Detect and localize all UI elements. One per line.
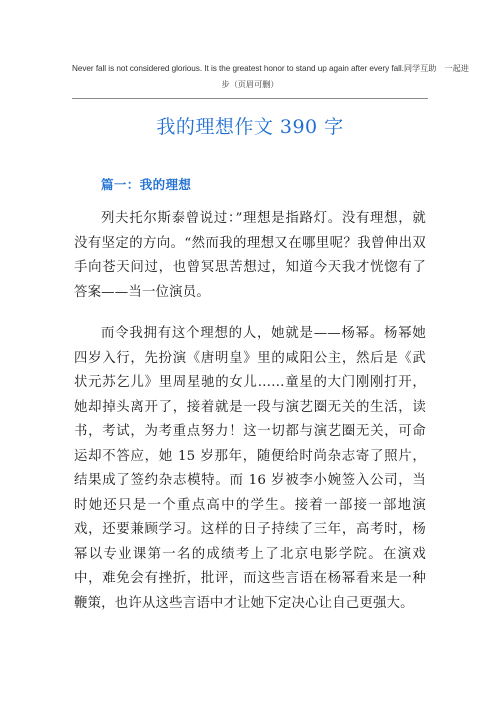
header-text-line-1: Never fall is not considered glorious. It is the greatest honor to stand up again after every fall.同学互助 一起进 (72, 64, 469, 73)
body-paragraph-1 (74, 207, 426, 305)
paragraph-text: 列夫托尔斯泰曾说过：”理想是指路灯。没有理想，就没有坚定的方向。“然而我的理想又在哪里呢？我曾伸出双手向苍天问过，也曾冥思苦想过，知道今天我才恍惚有了答案——当一位演员。 (74, 211, 426, 300)
section-heading: 篇一：我的理想 (101, 177, 192, 192)
page-header (72, 61, 469, 93)
paragraph-text: 而令我拥有这个理想的人，她就是——杨幂。杨幂她四岁入行，先扮演《唐明皇》里的咸阳公主，然后是《武状元苏乞儿》里周星驰的女儿……童星的大门刚刚打开，她却掉头离开了，接着就是一段与演艺圈无关的生活，读书，考试，为考重点努力！这一切都与演艺圈无关，可命运却不答应，她 15 岁那年，随便给时尚杂志寄了照片，结果成了签约杂志模特。而 16 岁被李小婉签入公司，当时她还只是一个重点高中的学生。接着一部接一部地演戏，还要兼顾学习。这样的日子持续了三年，高考时，杨幂以专业课第一名的成绩考上了北京电影学院。在演戏中，难免会有挫折，批评，而这些言语在杨幂看来是一种鞭策，也许从这些言语中才让她下定决心让自己更强大。 (74, 326, 426, 611)
body-paragraph-2 (74, 322, 426, 616)
header-divider (72, 98, 428, 99)
header-text-line-2: 步（页眉可删） (221, 80, 279, 89)
document-title: 我的理想作文 390 字 (156, 116, 344, 138)
